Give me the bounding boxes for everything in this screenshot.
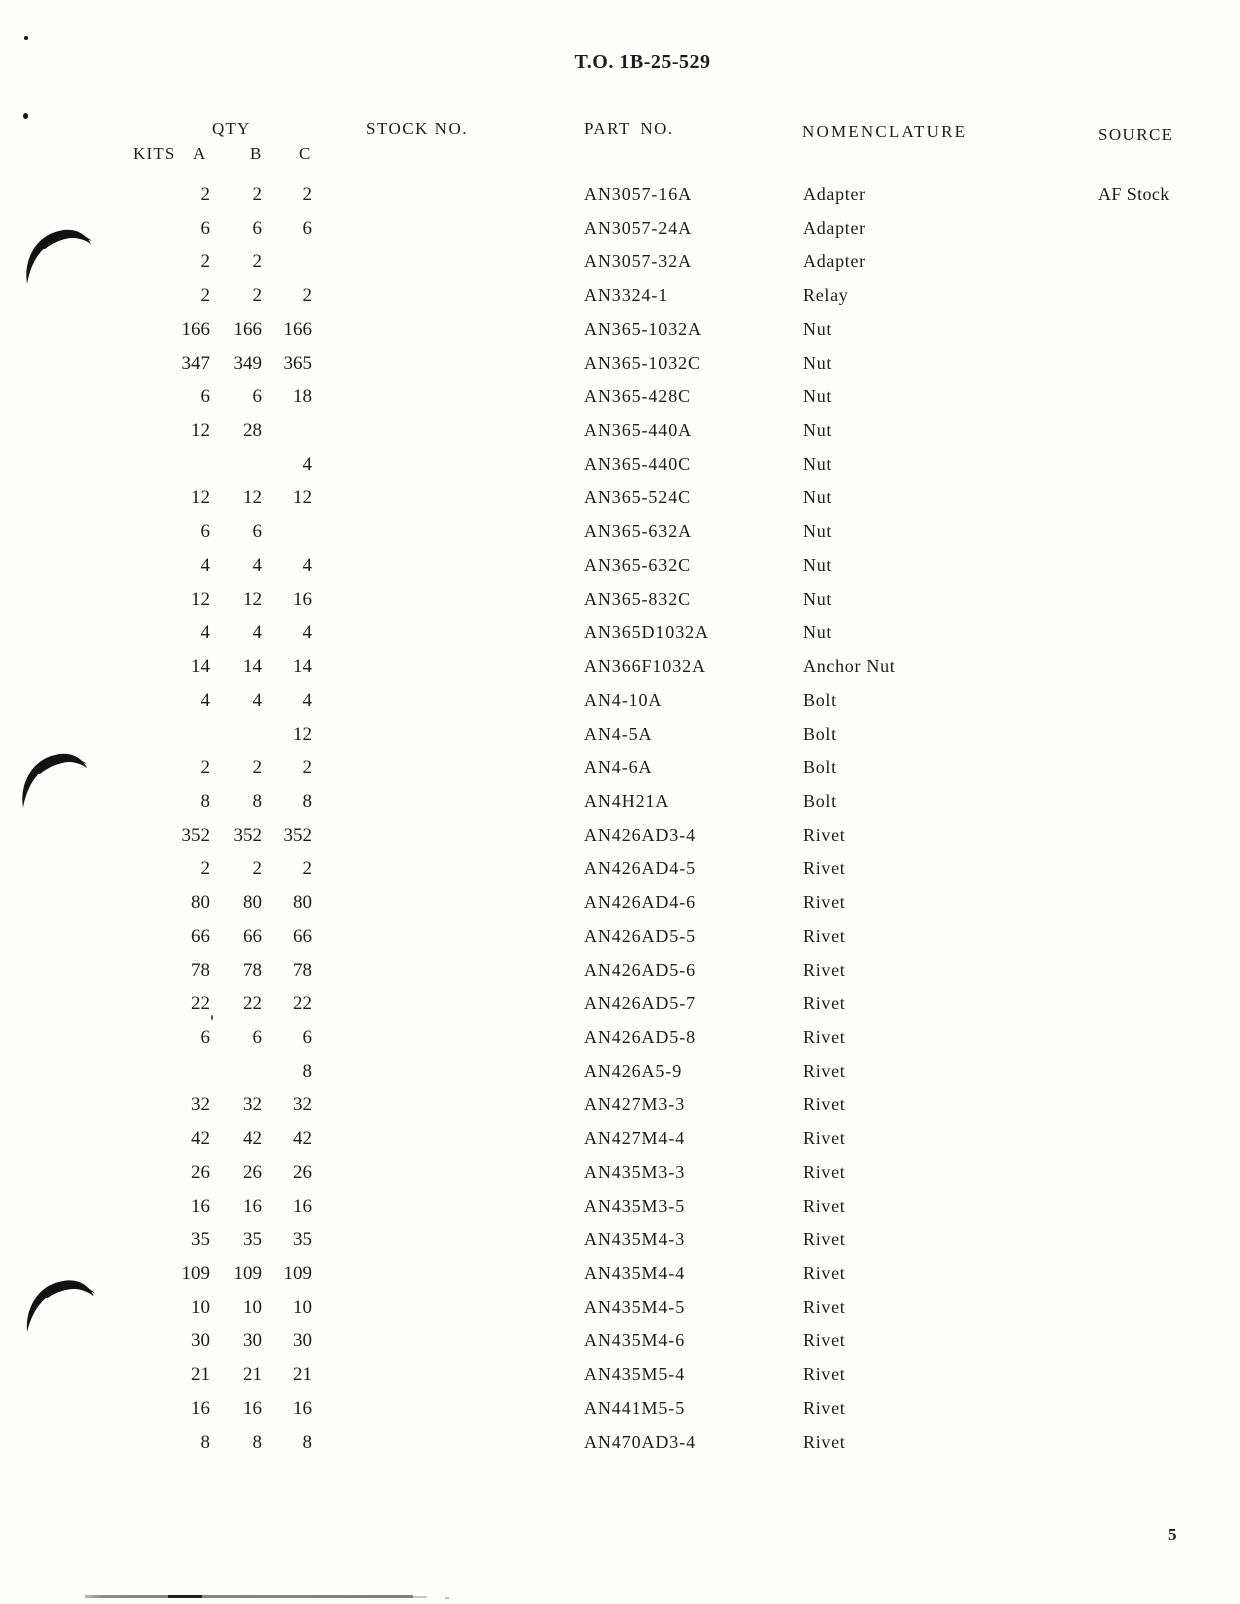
nomenclature-cell: Rivet [803,1330,846,1351]
qty-c-cell: 365 [283,352,312,374]
qty-c-cell: 8 [302,790,312,812]
qty-b-cell: 26 [243,1161,262,1183]
qty-b-cell: 349 [233,352,262,374]
qty-c-cell: 8 [302,1060,312,1082]
qty-c-cell: 12 [293,723,312,745]
qty-a-cell: 16 [191,1397,210,1419]
table-row [100,285,1240,319]
qty-b-cell: 30 [243,1330,262,1352]
qty-a-cell: 10 [191,1296,210,1318]
qty-b-cell: 12 [243,487,262,509]
nomenclature-cell: Nut [803,487,833,508]
scan-artifact-crescent [16,748,92,812]
qty-c-cell: 42 [293,1128,312,1150]
qty-b-cell: 14 [243,656,262,678]
part-no-cell: AN435M4-3 [584,1229,686,1250]
qty-c-cell: 30 [293,1330,312,1352]
nomenclature-cell: Rivet [803,1296,846,1317]
nomenclature-cell: Nut [803,318,833,339]
table-row [100,521,1240,555]
part-no-cell: AN441M5-5 [584,1397,686,1418]
qty-b-cell: 78 [243,959,262,981]
qty-a-cell: 12 [191,487,210,509]
qty-c-cell: 6 [302,1026,312,1048]
nomenclature-cell: Rivet [803,1026,846,1047]
table-row [100,420,1240,454]
qty-b-cell: 352 [233,824,262,846]
qty-a-cell: 2 [200,285,210,307]
qty-c-cell: 4 [302,622,312,644]
qty-a-cell: 352 [181,824,210,846]
qty-c-cell: 21 [293,1364,312,1386]
qty-b-cell: 80 [243,892,262,914]
part-no-cell: AN365-440C [584,453,691,474]
part-no-cell: AN365-440A [584,420,692,441]
table-row [100,1061,1240,1095]
nomenclature-cell: Bolt [803,689,837,710]
col-header-part-no: PART NO. [584,119,674,138]
table-row [100,1162,1240,1196]
part-no-cell: AN470AD3-4 [584,1431,696,1452]
nomenclature-cell: Rivet [803,1229,846,1250]
col-header-kit-a: A [193,144,207,163]
qty-c-cell: 166 [283,318,312,340]
qty-c-cell: 80 [293,892,312,914]
part-no-cell: AN4H21A [584,790,670,811]
scan-edge-line [85,1595,413,1598]
nomenclature-cell: Bolt [803,723,837,744]
nomenclature-cell: Nut [803,521,833,542]
nomenclature-cell: Adapter [803,217,866,238]
table-row [100,1027,1240,1061]
part-no-cell: AN435M3-3 [584,1161,686,1182]
table-row [100,487,1240,521]
table-row [100,656,1240,690]
qty-a-cell: 66 [191,925,210,947]
scan-edge-tick [445,1597,449,1599]
part-no-cell: AN426AD5-5 [584,925,696,946]
nomenclature-cell: Nut [803,453,833,474]
col-header-stock-no: STOCK NO. [366,119,468,138]
part-no-cell: AN3324-1 [584,285,669,306]
nomenclature-cell: Rivet [803,1431,846,1452]
qty-c-cell: 26 [293,1161,312,1183]
qty-a-cell: 35 [191,1229,210,1251]
document-number: T.O. 1B-25-529 [574,51,711,73]
qty-b-cell: 12 [243,588,262,610]
page-number: 5 [1168,1525,1177,1544]
part-no-cell: AN426AD3-4 [584,824,696,845]
table-row [100,1398,1240,1432]
table-row [100,386,1240,420]
qty-c-cell: 16 [293,1397,312,1419]
table-row [100,251,1240,285]
col-header-kit-c: C [299,144,312,163]
qty-b-cell: 4 [252,689,262,711]
qty-b-cell: 42 [243,1128,262,1150]
nomenclature-cell: Relay [803,285,849,306]
part-no-cell: AN4-6A [584,757,653,778]
nomenclature-cell: Rivet [803,993,846,1014]
qty-b-cell: 35 [243,1229,262,1251]
part-no-cell: AN426AD4-6 [584,892,696,913]
table-row [100,1128,1240,1162]
qty-c-cell: 16 [293,588,312,610]
part-no-cell: AN435M4-6 [584,1330,686,1351]
qty-a-cell: 78 [191,959,210,981]
qty-b-cell: 8 [252,790,262,812]
part-no-cell: AN3057-16A [584,184,692,204]
qty-b-cell: 21 [243,1364,262,1386]
table-row [100,960,1240,994]
part-no-cell: AN3057-32A [584,251,692,272]
qty-b-cell: 22 [243,993,262,1015]
qty-c-cell: 32 [293,1094,312,1116]
qty-a-cell: 109 [181,1263,210,1284]
part-no-cell: AN365D1032A [584,622,709,643]
qty-a-cell: 6 [200,1026,210,1048]
nomenclature-cell: Nut [803,588,833,609]
part-no-cell: AN435M4-4 [584,1263,686,1283]
scan-edge-line-faint [413,1596,427,1598]
table-row [100,858,1240,892]
part-no-cell: AN427M4-4 [584,1128,686,1149]
qty-c-cell: 10 [293,1296,312,1318]
qty-a-cell: 166 [181,318,210,340]
part-no-cell: AN435M4-5 [584,1296,686,1317]
scan-artifact-crescent [20,1271,100,1340]
part-no-cell: AN4-5A [584,723,653,744]
part-no-cell: AN3057-24A [584,217,692,238]
qty-c-cell: 4 [302,689,312,711]
table-row [100,1297,1240,1331]
part-no-cell: AN366F1032A [584,656,706,677]
qty-b-cell: 109 [233,1263,262,1284]
table-row [100,993,1240,1027]
qty-c-cell: 2 [302,184,312,205]
part-no-cell: AN426AD4-5 [584,858,696,879]
parts-table-body [100,184,1240,1465]
source-cell: AF Stock [1098,184,1170,204]
nomenclature-cell: Adapter [803,184,866,204]
qty-c-cell: 2 [302,858,312,880]
nomenclature-cell: Rivet [803,1094,846,1115]
qty-a-cell: 2 [200,251,210,273]
qty-c-cell: 2 [302,757,312,779]
qty-a-cell: 2 [200,184,210,205]
part-no-cell: AN4-10A [584,689,663,710]
part-no-cell: AN365-428C [584,386,691,407]
qty-b-cell: 66 [243,925,262,947]
part-no-cell: AN365-524C [584,487,691,508]
qty-b-cell: 6 [252,386,262,408]
qty-c-cell: 22 [293,993,312,1015]
qty-b-cell: 4 [252,554,262,576]
qty-a-cell: 12 [191,420,210,442]
table-row [100,757,1240,791]
nomenclature-cell: Nut [803,386,833,407]
table-row [100,926,1240,960]
qty-a-cell: 42 [191,1128,210,1150]
table-row [100,825,1240,859]
qty-a-cell: 80 [191,892,210,914]
part-no-cell: AN426AD5-8 [584,1026,696,1047]
qty-b-cell: 32 [243,1094,262,1116]
table-row [100,1330,1240,1364]
qty-c-cell: 8 [302,1431,312,1453]
qty-a-cell: 6 [200,217,210,239]
nomenclature-cell: Rivet [803,1263,846,1283]
qty-c-cell: 4 [302,554,312,576]
qty-a-cell: 14 [191,656,210,678]
qty-c-cell: 12 [293,487,312,509]
table-row [100,1196,1240,1230]
nomenclature-cell: Rivet [803,892,846,913]
nomenclature-cell: Rivet [803,1128,846,1149]
qty-a-cell: 22 [191,993,210,1015]
nomenclature-cell: Rivet [803,1195,846,1216]
qty-b-cell: 2 [252,184,262,205]
nomenclature-cell: Rivet [803,925,846,946]
qty-a-cell: 2 [200,858,210,880]
table-row [100,1432,1240,1466]
qty-c-cell: 16 [293,1195,312,1217]
table-row [100,454,1240,488]
qty-b-cell: 16 [243,1397,262,1419]
qty-a-cell: 26 [191,1161,210,1183]
qty-c-cell: 352 [283,824,312,846]
part-no-cell: AN365-832C [584,588,691,609]
table-row [100,319,1240,353]
qty-c-cell: 6 [302,217,312,239]
qty-a-cell: 6 [200,521,210,543]
nomenclature-cell: Nut [803,420,833,441]
qty-c-cell: 66 [293,925,312,947]
part-no-cell: AN426AD5-6 [584,959,696,980]
part-no-cell: AN435M5-4 [584,1364,686,1385]
scan-speck [23,113,28,119]
part-no-cell: AN365-1032A [584,318,702,339]
nomenclature-cell: Bolt [803,757,837,778]
qty-b-cell: 2 [252,251,262,273]
qty-b-cell: 6 [252,217,262,239]
qty-a-cell: 4 [200,689,210,711]
nomenclature-cell: Rivet [803,858,846,879]
part-no-cell: AN426A5-9 [584,1060,683,1081]
table-row [100,555,1240,589]
table-row [100,353,1240,387]
qty-c-cell: 78 [293,959,312,981]
col-header-qty: QTY [212,119,251,138]
nomenclature-cell: Nut [803,622,833,643]
qty-a-cell: 32 [191,1094,210,1116]
qty-a-cell: 4 [200,554,210,576]
table-row [100,892,1240,926]
qty-c-cell: 109 [283,1263,312,1284]
qty-b-cell: 16 [243,1195,262,1217]
table-row [100,589,1240,623]
part-no-cell: AN435M3-5 [584,1195,686,1216]
qty-b-cell: 6 [252,1026,262,1048]
part-no-cell: AN426AD5-7 [584,993,696,1014]
qty-a-cell: 6 [200,386,210,408]
table-row [100,1229,1240,1263]
nomenclature-cell: Bolt [803,790,837,811]
table-row [100,1263,1240,1297]
nomenclature-cell: Nut [803,554,833,575]
qty-a-cell: 4 [200,622,210,644]
table-row [100,791,1240,825]
qty-c-cell: 35 [293,1229,312,1251]
qty-b-cell: 28 [243,420,262,442]
table-row [100,1094,1240,1128]
table-row [100,184,1240,218]
nomenclature-cell: Rivet [803,1364,846,1385]
nomenclature-cell: Rivet [803,1397,846,1418]
qty-a-cell: 30 [191,1330,210,1352]
qty-a-cell: 8 [200,1431,210,1453]
qty-a-cell: 2 [200,757,210,779]
table-row [100,724,1240,758]
part-no-cell: AN365-632C [584,554,691,575]
table-row [100,622,1240,656]
scan-speck [24,36,28,40]
table-row [100,218,1240,252]
nomenclature-cell: Rivet [803,824,846,845]
part-no-cell: AN365-1032C [584,352,701,373]
table-row [100,690,1240,724]
qty-a-cell: 8 [200,790,210,812]
nomenclature-cell: Nut [803,352,833,373]
qty-a-cell: 21 [191,1364,210,1386]
qty-b-cell: 10 [243,1296,262,1318]
col-header-nomenclature: NOMENCLATURE [802,122,968,141]
qty-b-cell: 4 [252,622,262,644]
qty-b-cell: 2 [252,757,262,779]
qty-b-cell: 6 [252,521,262,543]
qty-b-cell: 2 [252,285,262,307]
qty-c-cell: 4 [302,453,312,475]
scan-edge-line-dark [168,1595,202,1598]
scan-artifact-crescent [20,224,96,288]
qty-a-cell: 347 [181,352,210,374]
qty-b-cell: 2 [252,858,262,880]
col-header-kit-b: B [250,144,263,163]
table-row [100,1364,1240,1398]
nomenclature-cell: Anchor Nut [803,656,896,677]
col-header-kits: KITS [133,144,176,163]
nomenclature-cell: Rivet [803,959,846,980]
qty-c-cell: 18 [293,386,312,408]
qty-b-cell: 8 [252,1431,262,1453]
qty-a-cell: 12 [191,588,210,610]
nomenclature-cell: Rivet [803,1060,846,1081]
part-no-cell: AN365-632A [584,521,692,542]
qty-b-cell: 166 [233,318,262,340]
nomenclature-cell: Rivet [803,1161,846,1182]
col-header-source: SOURCE [1098,125,1174,144]
qty-a-cell: 16 [191,1195,210,1217]
qty-c-cell: 2 [302,285,312,307]
nomenclature-cell: Adapter [803,251,866,272]
part-no-cell: AN427M3-3 [584,1094,686,1115]
qty-c-cell: 14 [293,656,312,678]
